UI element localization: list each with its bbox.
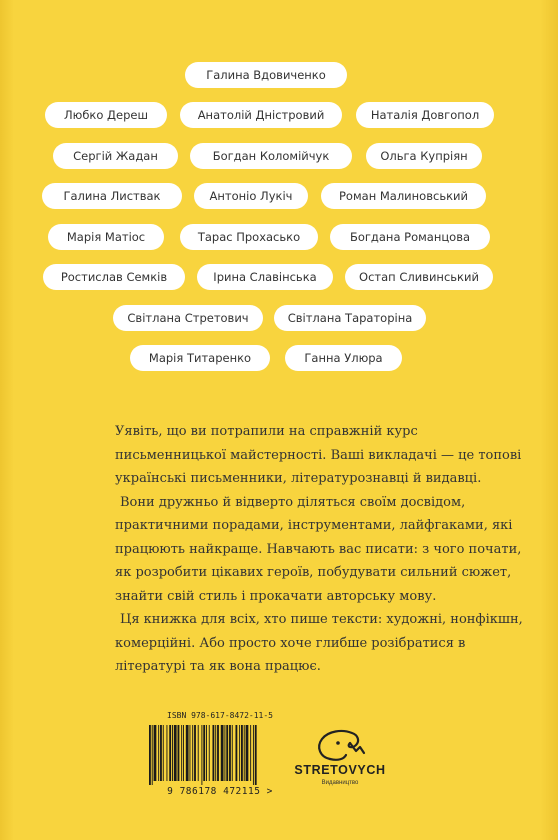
description-paragraph: Ця книжка для всіх, хто пише тексти: художні, нонфікшн, комерційні. Або просто хоче глибше розібратися в літературі та як вона працює. — [115, 612, 523, 674]
author-pill: Роман Малиновський — [321, 183, 486, 209]
author-pill: Остап Сливинський — [345, 264, 493, 290]
author-pill: Любко Дереш — [45, 102, 167, 128]
author-pill: Світлана Стретович — [113, 305, 263, 331]
author-pill: Антоніо Лукіч — [194, 183, 308, 209]
author-pill: Марія Титаренко — [130, 345, 270, 371]
isbn-text: ISBN 978-617-8472-11-5 — [167, 711, 273, 720]
author-pill: Ростислав Семків — [43, 264, 185, 290]
publisher-subtitle: Видавництво — [321, 780, 359, 786]
book-description — [115, 420, 525, 679]
author-pill: Марія Матіос — [48, 224, 164, 250]
author-pill: Галина Листвак — [42, 183, 182, 209]
publisher-name: STRETOVYCH — [294, 763, 386, 777]
description-paragraph: Вони дружньо й відверто діляться своїм досвідом, практичними порадами, інструментами, лайфгаками, які працюють найкраще. Навчають вас писати: з чого почати, як розробити цікавих героїв, побудувати сильний сюжет, знайти свій стиль і прокачати авторську мову. — [115, 494, 522, 604]
author-pill: Богдана Романцова — [330, 224, 490, 250]
author-pill: Богдан Коломійчук — [190, 143, 352, 169]
author-pill: Наталія Довгопол — [356, 102, 494, 128]
barcode-digits: 9 786178 472115 > — [167, 786, 273, 797]
barcode-area — [145, 711, 295, 807]
author-pill: Тарас Прохасько — [180, 224, 318, 250]
author-pill: Сергій Жадан — [53, 143, 178, 169]
author-pill: Світлана Тараторіна — [274, 305, 426, 331]
author-pill: Ганна Улюра — [285, 345, 402, 371]
author-pill: Ірина Славінська — [197, 264, 333, 290]
author-pill: Ольга Купріян — [366, 143, 482, 169]
barcode-bars — [149, 725, 291, 785]
author-pill: Галина Вдовиченко — [185, 62, 347, 88]
author-pill: Анатолій Дністровий — [180, 102, 342, 128]
description-paragraph: Уявіть, що ви потрапили на справжній курс письменницької майстерності. Ваші викладачі — це топові українські письменники, літературознавці й видавці. — [115, 424, 522, 486]
